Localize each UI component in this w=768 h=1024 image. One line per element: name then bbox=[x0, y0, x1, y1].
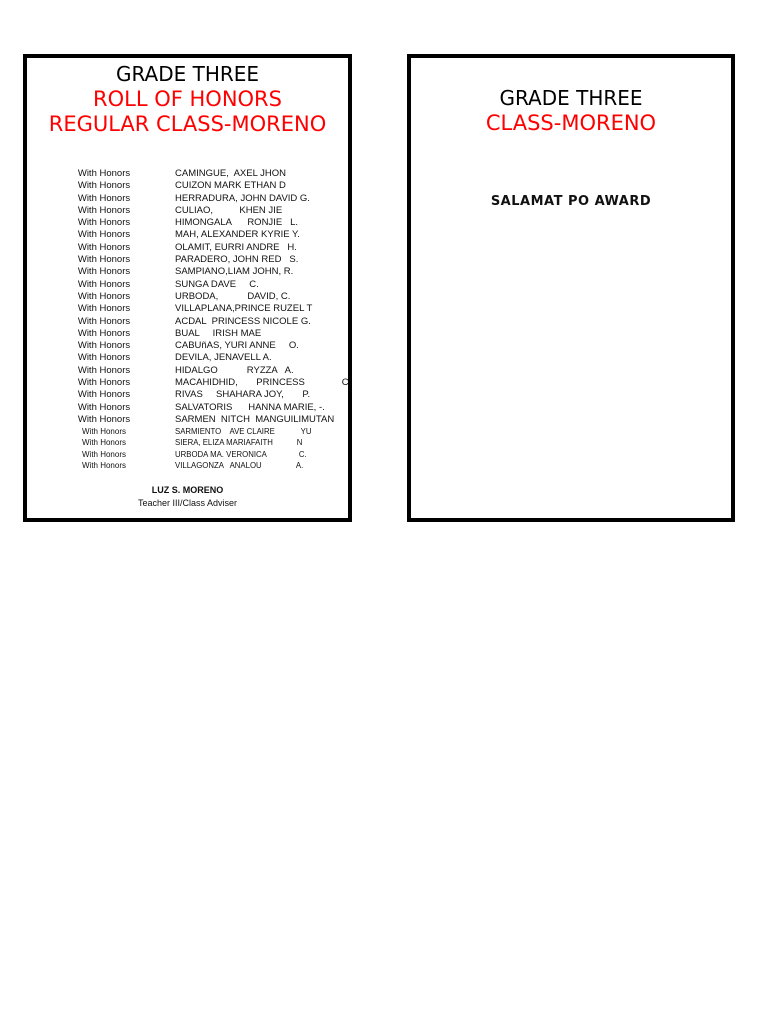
student-name: CULIAO, KHEN JIE bbox=[175, 204, 283, 216]
honor-award: With Honors bbox=[77, 241, 131, 253]
list-item bbox=[27, 291, 348, 303]
honors-list bbox=[27, 168, 352, 471]
honor-award: With Honors bbox=[77, 377, 131, 389]
honor-award: With Honors bbox=[77, 229, 131, 241]
roll-of-honors-title: ROLL OF HONORS bbox=[93, 87, 282, 111]
list-item bbox=[27, 449, 348, 460]
student-name: ACDAL PRINCESS NICOLE G. bbox=[175, 315, 311, 327]
list-item bbox=[27, 266, 348, 278]
honor-award: With Honors bbox=[77, 192, 131, 204]
student-name: RIVAS SHAHARA JOY, P. bbox=[175, 389, 311, 401]
honor-award: With Honors bbox=[77, 340, 131, 352]
class-title: CLASS-MORENO bbox=[485, 111, 657, 135]
student-name: HIDALGO RYZZA A. bbox=[175, 364, 294, 376]
honor-award: With Honors bbox=[77, 364, 131, 376]
list-item bbox=[27, 389, 348, 401]
honor-award: With Honors bbox=[77, 290, 131, 302]
class-title: REGULAR CLASS-MORENO bbox=[48, 112, 327, 136]
student-name: HIMONGALA RONJIE L. bbox=[175, 217, 298, 229]
honor-award: With Honors bbox=[77, 413, 131, 425]
honor-award: With Honors bbox=[77, 389, 131, 401]
list-item bbox=[27, 217, 348, 229]
student-name: MACAHIDHID, PRINCESS C. bbox=[175, 377, 352, 389]
student-name: CABUñAS, YURI ANNE O. bbox=[175, 340, 299, 352]
adviser-title: Teacher III/Class Adviser bbox=[137, 498, 238, 508]
honor-award: With Honors bbox=[77, 278, 131, 290]
honor-award: With Honors bbox=[81, 438, 126, 448]
list-item bbox=[27, 254, 348, 266]
list-item bbox=[27, 303, 348, 315]
list-item bbox=[27, 193, 348, 205]
student-name: SARMEN NITCH MANGUILIMUTAN bbox=[175, 413, 335, 425]
honor-award: With Honors bbox=[77, 401, 131, 413]
adviser-signature bbox=[27, 484, 348, 510]
student-name: PARADERO, JOHN RED S. bbox=[175, 254, 299, 266]
salamat-po-award-card bbox=[407, 54, 735, 522]
student-name: BUAL IRISH MAE bbox=[175, 327, 262, 339]
honor-award: With Honors bbox=[77, 327, 131, 339]
student-name: CUIZON MARK ETHAN D bbox=[175, 180, 286, 192]
list-item bbox=[27, 168, 348, 180]
list-item bbox=[27, 414, 348, 426]
list-item bbox=[27, 328, 348, 340]
student-name: SUNGA DAVE C. bbox=[175, 278, 259, 290]
grade-heading: GRADE THREE bbox=[499, 86, 643, 110]
student-name: SIERA, ELIZA MARIAFAITH N bbox=[175, 438, 303, 448]
list-item bbox=[27, 205, 348, 217]
list-item bbox=[27, 402, 348, 414]
honor-award: With Honors bbox=[77, 204, 131, 216]
student-name: HERRADURA, JOHN DAVID G. bbox=[175, 192, 310, 204]
student-name: VILLAPLANA,PRINCE RUZEL T bbox=[175, 303, 313, 315]
student-name: SAMPIANO,LIAM JOHN, R. bbox=[175, 266, 294, 278]
student-name: DEVILA, JENAVELL A. bbox=[175, 352, 272, 364]
grade-heading: GRADE THREE bbox=[115, 62, 260, 86]
student-name: SALVATORIS HANNA MARIE, -. bbox=[175, 401, 325, 413]
list-item bbox=[27, 340, 348, 352]
award-title: SALAMAT PO AWARD bbox=[490, 194, 652, 209]
student-name: URBODA, DAVID, C. bbox=[175, 290, 291, 302]
list-item bbox=[27, 279, 348, 291]
list-item bbox=[27, 426, 348, 437]
adviser-name: LUZ S. MORENO bbox=[151, 485, 224, 495]
list-item bbox=[27, 352, 348, 364]
honor-award: With Honors bbox=[81, 427, 126, 437]
list-item bbox=[27, 242, 348, 254]
honor-award: With Honors bbox=[77, 303, 131, 315]
student-name: SARMIENTO AVE CLAIRE YU bbox=[175, 427, 312, 437]
student-name: VILLAGONZA ANALOU A. bbox=[175, 460, 304, 470]
honor-award: With Honors bbox=[81, 449, 126, 459]
honor-award: With Honors bbox=[77, 217, 131, 229]
roll-of-honors-card bbox=[23, 54, 352, 522]
student-name: CAMINGUE, AXEL JHON bbox=[175, 168, 287, 179]
honor-award: With Honors bbox=[77, 254, 131, 266]
honor-award: With Honors bbox=[81, 460, 126, 470]
list-item bbox=[27, 316, 348, 328]
honor-award: With Honors bbox=[77, 315, 131, 327]
honor-award: With Honors bbox=[77, 266, 131, 278]
honor-award: With Honors bbox=[77, 180, 131, 192]
list-item bbox=[27, 377, 352, 389]
student-name: URBODA MA. VERONICA C. bbox=[175, 449, 307, 459]
student-name: OLAMIT, EURRI ANDRE H. bbox=[175, 241, 297, 253]
list-item bbox=[27, 460, 348, 471]
roll-of-honors-header bbox=[27, 62, 348, 137]
honor-award: With Honors bbox=[77, 168, 131, 179]
list-item bbox=[27, 365, 348, 377]
student-name: MAH, ALEXANDER KYRIE Y. bbox=[175, 229, 300, 241]
list-item bbox=[27, 229, 348, 241]
list-item bbox=[27, 437, 348, 448]
honor-award: With Honors bbox=[77, 352, 131, 364]
list-item bbox=[27, 180, 348, 192]
award-card-header bbox=[411, 86, 731, 136]
